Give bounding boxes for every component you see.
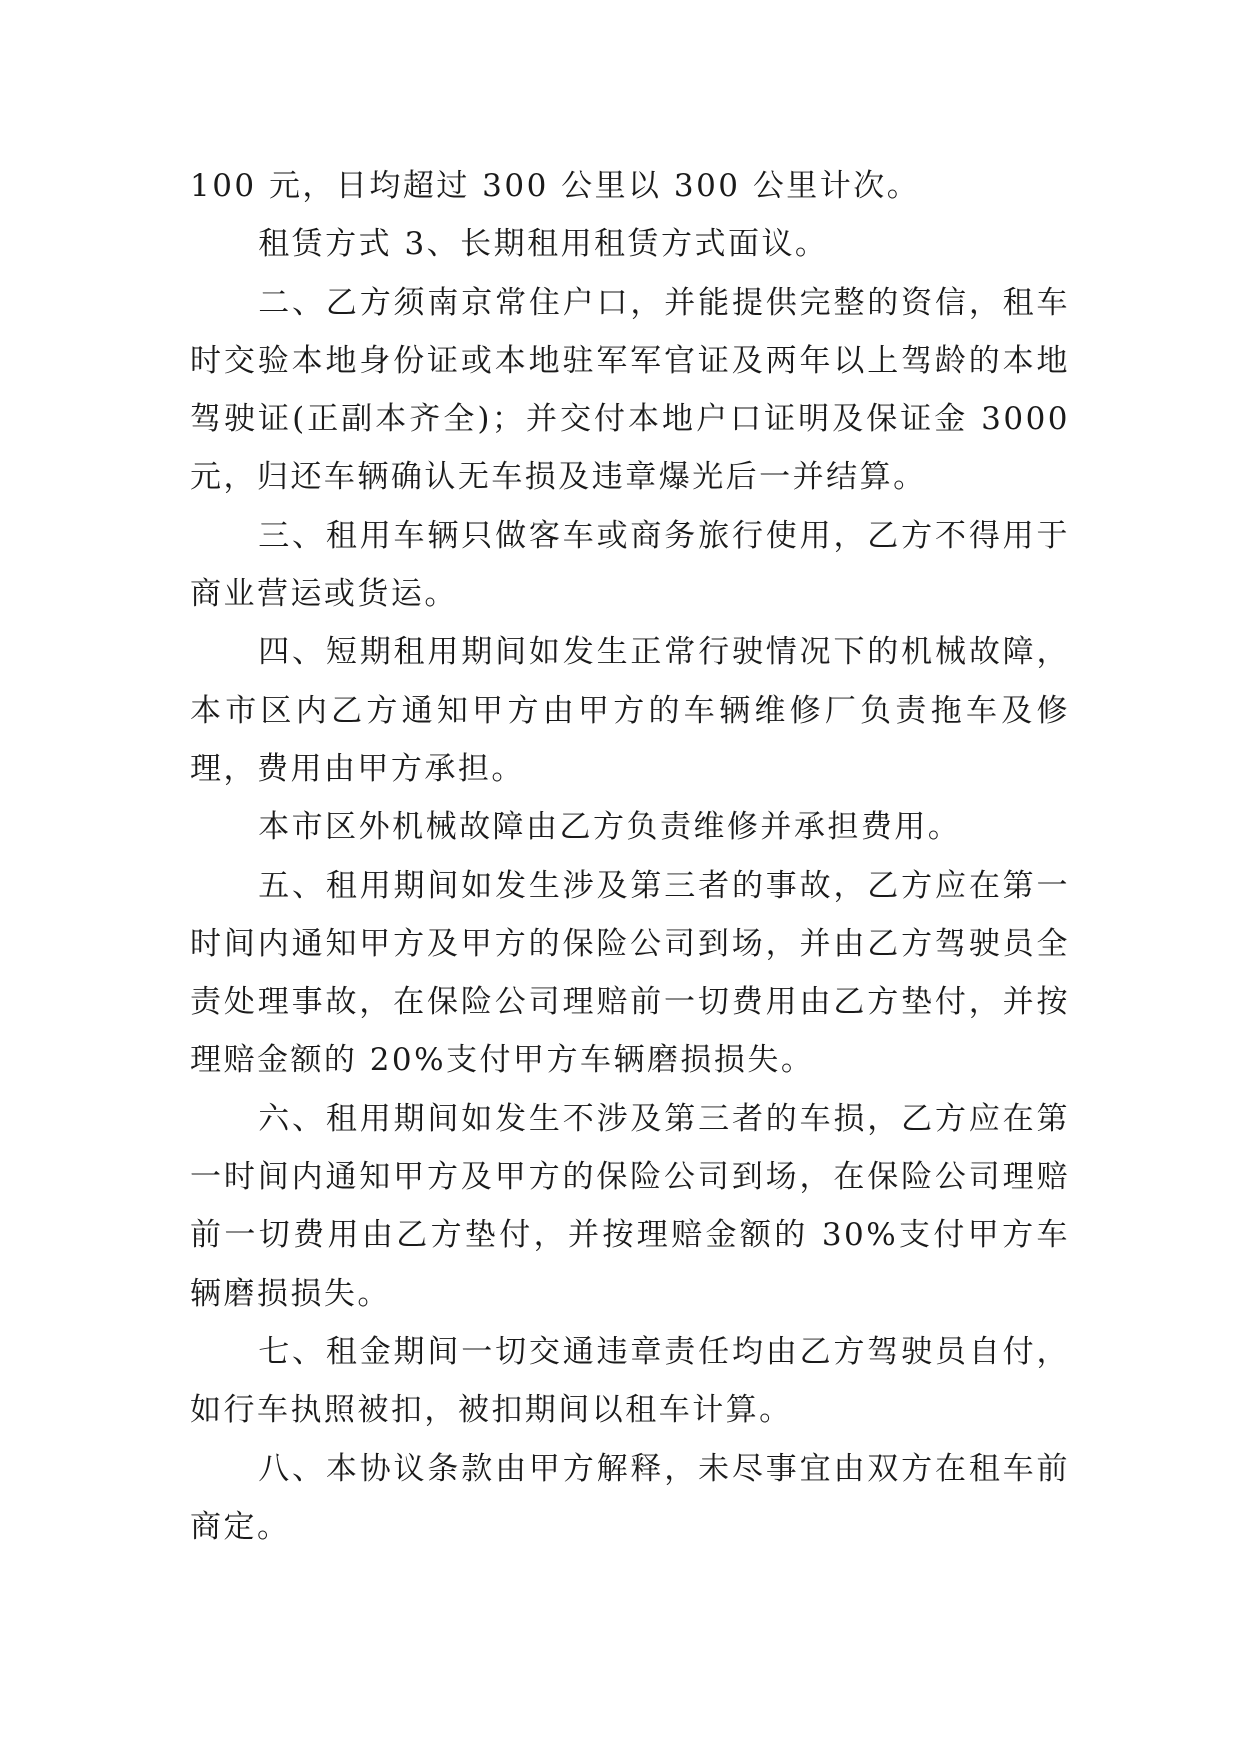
paragraph-clause-2: 二、乙方须南京常住户口，并能提供完整的资信，租车时交验本地身份证或本地驻军军官证及两年以上驾龄的本地驾驶证(正副本齐全)；并交付本地户口证明及保证金 3000 元，归还车辆确认无车损及违章爆光后一并结算。 — [190, 284, 1070, 496]
paragraph-clause-7: 七、租金期间一切交通违章责任均由乙方驾驶员自付，如行车执照被扣，被扣期间以租车计算。 — [190, 1333, 1070, 1429]
paragraph-clause-8: 八、本协议条款由甲方解释，未尽事宜由双方在租车前商定。 — [190, 1450, 1070, 1545]
paragraph-clause-3: 三、租用车辆只做客车或商务旅行使用，乙方不得用于商业营运或货运。 — [190, 517, 1070, 613]
paragraph-rental-mode-3: 租赁方式 3、长期租用租赁方式面议。 — [258, 226, 829, 263]
paragraph-mileage-limit: 100 元，日均超过 300 公里以 300 公里计次。 — [190, 168, 921, 204]
paragraph-clause-5: 五、租用期间如发生涉及第三者的事故，乙方应在第一时间内通知甲方及甲方的保险公司到场，并由乙方驾驶员全责处理事故，在保险公司理赔前一切费用由乙方垫付，并按理赔金额的 20%支付甲方车辆磨损损失。 — [190, 867, 1070, 1079]
paragraph-clause-6: 六、租用期间如发生不涉及第三者的车损，乙方应在第一时间内通知甲方及甲方的保险公司到场，在保险公司理赔前一切费用由乙方垫付，并按理赔金额的 30%支付甲方车辆磨损损失。 — [190, 1100, 1070, 1312]
document-body — [190, 157, 1070, 1556]
paragraph-clause-4-outside-city: 本市区外机械故障由乙方负责维修并承担费用。 — [258, 809, 962, 846]
paragraph-clause-4: 四、短期租用期间如发生正常行驶情况下的机械故障，本市区内乙方通知甲方由甲方的车辆维修厂负责拖车及修理，费用由甲方承担。 — [190, 634, 1070, 787]
